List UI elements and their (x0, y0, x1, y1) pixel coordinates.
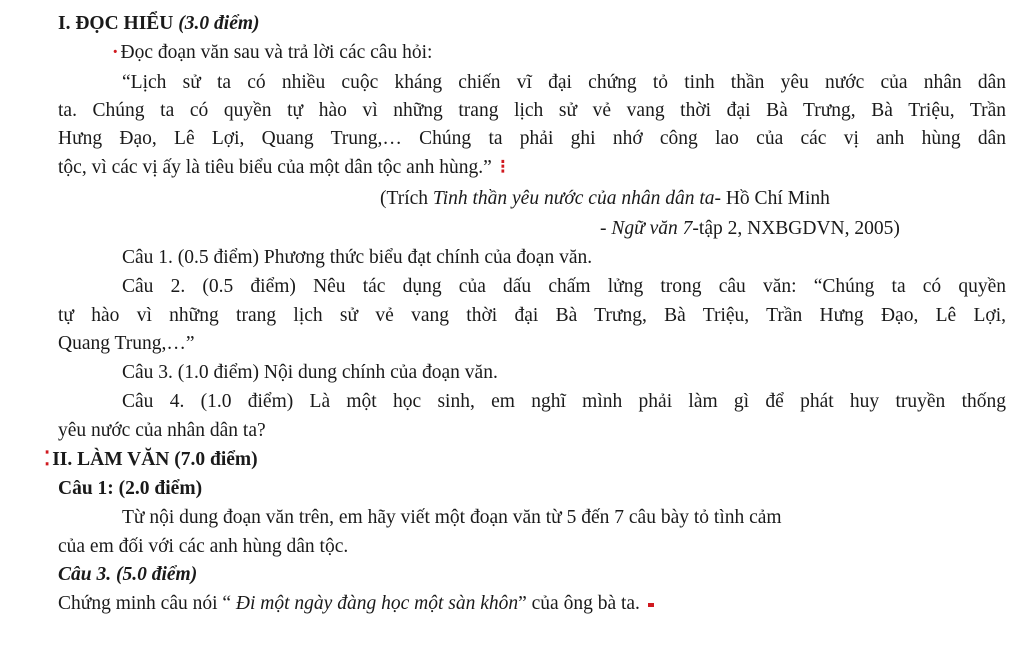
instruction (112, 40, 433, 66)
part2-q1-line-2: của em đối với các anh hùng dân tộc. (58, 536, 349, 557)
marker-icon: ⁝ (499, 157, 506, 178)
part2-q1-title: Câu 1: (2.0 điểm) (58, 478, 203, 499)
passage-line-3: Hưng Đạo, Lê Lợi, Quang Trung,… Chúng ta phải ghi nhớ công lao của các vị anh hùng dân (58, 128, 1006, 149)
instruction-text: Đọc đoạn văn sau và trả lời các câu hỏi: (120, 42, 433, 63)
source-prefix: (Trích (380, 188, 433, 209)
part2-q3-prefix: Chứng minh câu nói “ (58, 593, 236, 614)
question-3: Câu 3. (1.0 điểm) Nội dung chính của đoạn văn. (122, 362, 498, 383)
section1-title: I. ĐỌC HIỂU (58, 13, 174, 34)
passage-line-2: ta. Chúng ta có quyền tự hào vì những trang lịch sử vẻ vang thời đại Bà Trưng, Bà Triệu, Trần (58, 100, 1006, 121)
source-line-1 (380, 186, 830, 212)
part2-q1-line-1: Từ nội dung đoạn văn trên, em hãy viết một đoạn văn từ 5 đến 7 câu bày tỏ tình cảm (122, 507, 782, 528)
source-line-2 (600, 216, 900, 242)
question-2-line-3: Quang Trung,…” (58, 333, 195, 354)
passage-line-1: “Lịch sử ta có nhiều cuộc kháng chiến vĩ đại chứng tỏ tinh thần yêu nước của nhân dân (122, 72, 1006, 93)
source-dash: - (600, 218, 612, 239)
passage-line-4 (58, 155, 506, 181)
source-title: Tinh thần yêu nước của nhân dân ta (432, 188, 715, 209)
question-2-line-2: tự hào vì những trang lịch sử vẻ vang thời đại Bà Trưng, Bà Triệu, Trần Hưng Đạo, Lê Lợi, (58, 305, 1006, 326)
source-publisher: -tập 2, NXBGDVN, 2005) (692, 218, 900, 239)
proverb-quote: Đi một ngày đàng học một sàn khôn (235, 593, 519, 614)
question-1: Câu 1. (0.5 điểm) Phương thức biểu đạt chính của đoạn văn. (122, 247, 593, 268)
part2-q3-title: Câu 3. (5.0 điểm) (58, 564, 198, 585)
question-4-line-1: Câu 4. (1.0 điểm) Là một học sinh, em nghĩ mình phải làm gì để phát huy truyền thống (122, 391, 1006, 412)
red-dot-icon (648, 603, 654, 607)
passage-line-4-text: tộc, vì các vị ấy là tiêu biểu của một dân tộc anh hùng.” (58, 157, 492, 178)
section1-heading (58, 11, 260, 37)
marker-icon: ⁚ (44, 449, 51, 470)
question-4-line-2: yêu nước của nhân dân ta? (58, 420, 266, 441)
marker-icon: · (112, 42, 119, 63)
part2-q3-text (58, 591, 654, 617)
part2-q3-suffix: ” của ông bà ta. (518, 593, 640, 614)
section2-heading (44, 447, 258, 473)
section2-title: II. LÀM VĂN (7.0 điểm) (52, 449, 258, 470)
question-2-line-1: Câu 2. (0.5 điểm) Nêu tác dụng của dấu chấm lửng trong câu văn: “Chúng ta có quyền (122, 276, 1006, 297)
source-author: - Hồ Chí Minh (714, 188, 830, 209)
section1-points: (3.0 điểm) (178, 13, 260, 34)
source-book: Ngữ văn 7 (611, 218, 693, 239)
